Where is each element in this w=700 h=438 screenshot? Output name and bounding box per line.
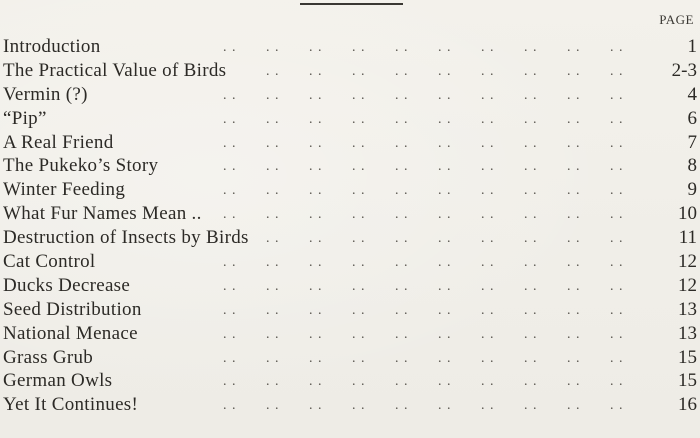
toc-entry-title: Grass Grub <box>3 346 94 368</box>
toc-entry <box>3 393 697 417</box>
dot-leader: . . . . . . . . . . . . . . . . . . . . <box>223 183 624 199</box>
toc-entry <box>3 250 697 274</box>
toc-entry-title: Ducks Decrease <box>3 274 131 296</box>
dot-leader: . . . . . . . . . . . . . . . . . . . . <box>223 302 624 318</box>
toc-entry-title: Cat Control <box>3 251 96 273</box>
dot-leader: . . . . . . . . . . . . . . . . . . . . <box>223 111 624 127</box>
toc-entry-title: Seed Distribution <box>3 298 142 320</box>
toc-entry <box>3 83 697 107</box>
toc-entry-title: Winter Feeding <box>3 179 126 201</box>
toc-entry <box>3 226 697 250</box>
dot-leader: . . . . . . . . . . . . . . . . . . . . <box>223 398 624 414</box>
toc-entry-title: A Real Friend <box>3 131 114 153</box>
toc-entry-title: National Menace <box>3 322 138 344</box>
toc-entry-page: 15 <box>678 370 697 392</box>
toc-entry <box>3 322 697 346</box>
toc-entry-page: 8 <box>687 155 697 177</box>
toc-entry-title: Vermin (?) <box>3 83 88 105</box>
toc-entry-page: 12 <box>678 251 697 273</box>
toc-entry-page: 11 <box>678 227 697 249</box>
toc-entry <box>3 274 697 298</box>
dot-leader: . . . . . . . . . . . . . . . . . . . . <box>223 326 624 342</box>
dot-leader: . . . . . . . . . . . . . . . . . . . . <box>223 87 624 103</box>
dot-leader: . . . . . . . . . . . . . . . . . . . . <box>223 374 624 390</box>
toc-entry <box>3 35 697 59</box>
dot-leader: . . . . . . . . . . . . . . . . . . . . <box>223 255 624 271</box>
dot-leader: . . . . . . . . . . . . . . . . . . <box>266 231 624 247</box>
toc-entry-title: The Pukeko’s Story <box>3 155 159 177</box>
table-of-contents <box>3 35 697 417</box>
dot-leader: . . . . . . . . . . . . . . . . . . . . <box>223 278 624 294</box>
toc-entry <box>3 154 697 178</box>
dot-leader: . . . . . . . . . . . . . . . . . . . . <box>223 135 624 151</box>
toc-entry-page: 10 <box>678 203 697 225</box>
toc-entry-title: The Practical Value of Birds <box>3 59 227 81</box>
toc-entry <box>3 59 697 83</box>
toc-entry-page: 13 <box>678 298 697 320</box>
toc-entry-page: 7 <box>687 131 697 153</box>
dot-leader: . . . . . . . . . . . . . . . . . . . . <box>223 207 624 223</box>
toc-entry-title: “Pip” <box>3 107 47 129</box>
toc-entry-page: 16 <box>678 394 697 416</box>
toc-entry <box>3 178 697 202</box>
toc-entry-page: 12 <box>678 274 697 296</box>
toc-entry <box>3 346 697 370</box>
toc-entry-title: German Owls <box>3 370 113 392</box>
toc-entry <box>3 107 697 131</box>
toc-entry-page: 13 <box>678 322 697 344</box>
toc-entry-title: Destruction of Insects by Birds <box>3 227 249 249</box>
top-rule <box>300 3 403 5</box>
toc-entry-title: Yet It Continues! <box>3 394 139 416</box>
toc-entry-page: 1 <box>687 36 697 57</box>
dot-leader: . . . . . . . . . . . . . . . . . . . . <box>223 40 624 55</box>
toc-entry-page: 15 <box>678 346 697 368</box>
toc-entry-page: 6 <box>687 107 697 129</box>
page-column-heading: PAGE <box>659 12 694 27</box>
toc-entry-title: Introduction <box>3 36 101 57</box>
toc-entry <box>3 298 697 322</box>
toc-entry-page: 2-3 <box>671 59 697 81</box>
toc-entry <box>3 202 697 226</box>
toc-entry <box>3 131 697 155</box>
toc-entry <box>3 369 697 393</box>
dot-leader: . . . . . . . . . . . . . . . . . . . . <box>223 350 624 366</box>
dot-leader: . . . . . . . . . . . . . . . . . . . . <box>223 159 624 175</box>
toc-entry-page: 9 <box>687 179 697 201</box>
dot-leader: . . . . . . . . . . . . . . . . . . <box>266 63 624 79</box>
toc-entry-page: 4 <box>687 83 697 105</box>
toc-entry-title: What Fur Names Mean .. <box>3 203 202 225</box>
